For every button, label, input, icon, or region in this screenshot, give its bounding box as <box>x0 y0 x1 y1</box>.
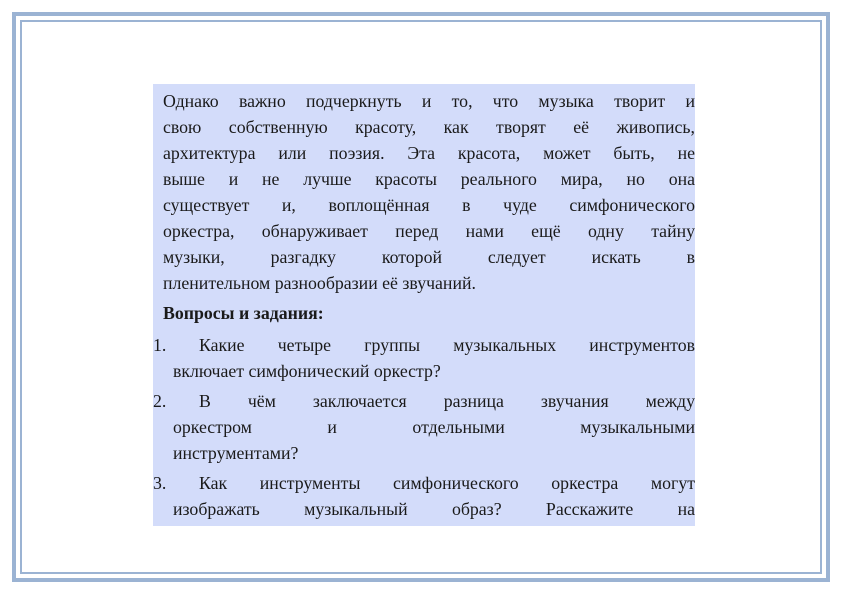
question-line: изображать музыкальный образ? Расскажите на <box>173 499 695 519</box>
paragraph-line: оркестра, обнаруживает перед нами ещё одну тайну <box>163 221 695 241</box>
body-paragraph <box>153 84 695 296</box>
question-line: инструментами? <box>173 443 299 463</box>
paragraph-line: свою собственную красоту, как творят её живопись, <box>163 117 695 137</box>
question-line: включает симфонический оркестр? <box>173 361 441 381</box>
questions-list <box>153 332 695 526</box>
question-number: 1. <box>153 335 167 355</box>
question-number: 3. <box>153 473 167 493</box>
paragraph-line: музыки, разгадку которой следует искать в <box>163 247 695 267</box>
text-block <box>153 84 695 526</box>
question-line: Как инструменты симфонического оркестра могут <box>199 473 695 493</box>
question-line: Какие четыре группы музыкальных инструментов <box>199 335 695 355</box>
paragraph-line: существует и, воплощённая в чуде симфонического <box>163 195 695 215</box>
question-item <box>153 388 695 470</box>
paragraph-line: архитектура или поэзия. Эта красота, может быть, не <box>163 143 695 163</box>
paragraph-line: Однако важно подчеркнуть и то, что музыка творит и <box>163 91 695 111</box>
question-line: В чём заключается разница звучания между <box>199 391 695 411</box>
paragraph-line: выше и не лучше красоты реального мира, но она <box>163 169 695 189</box>
question-number: 2. <box>153 391 167 411</box>
question-item <box>153 332 695 388</box>
paragraph-line: пленительном разнообразии её звучаний. <box>163 273 476 293</box>
questions-heading: Вопросы и задания: <box>153 296 695 332</box>
question-item <box>153 470 695 526</box>
question-line: оркестром и отдельными музыкальными <box>173 417 695 437</box>
